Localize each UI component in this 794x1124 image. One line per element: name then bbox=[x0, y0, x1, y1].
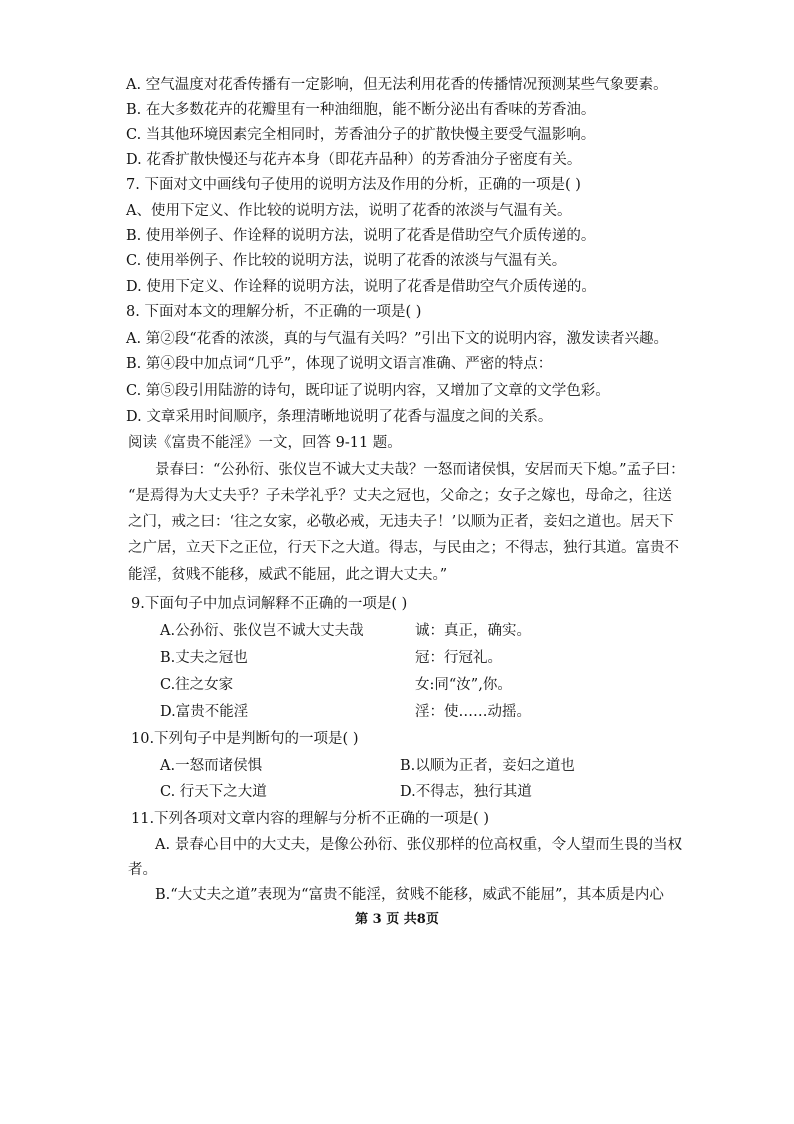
q7-option-d: D. 使用下定义、作诠释的说明方法，说明了花香是借助空气介质传递的。 bbox=[126, 279, 596, 295]
q8-stem: 8. 下面对本文的理解分析，不正确的一项是( ) bbox=[126, 304, 422, 320]
q9-item-a-sentence: A.公孙衍、张仪岂不诚大丈夫哉 bbox=[160, 623, 364, 639]
q7-stem: 7. 下面对文中画线句子使用的说明方法及作用的分析，正确的一项是( ) bbox=[126, 177, 581, 193]
q6-option-a: A. 空气温度对花香传播有一定影响，但无法利用花香的传播情况预测某些气象要素。 bbox=[126, 77, 668, 93]
q9-item-b-gloss: 冠：行冠礼。 bbox=[415, 650, 502, 666]
q10-option-a: A.一怒而诸侯惧 bbox=[160, 758, 263, 774]
q8-option-d: D. 文章采用时间顺序，条理清晰地说明了花香与温度之间的关系。 bbox=[126, 409, 553, 425]
q7-option-a: A、使用下定义、作比较的说明方法，说明了花香的浓淡与气温有关。 bbox=[126, 203, 572, 219]
q10-option-b: B.以顺为正者，妾妇之道也 bbox=[400, 758, 575, 774]
passage-line: 之广居，立天下之正位，行天下之大道。得志，与民由之；不得志，独行其道。富贵不 bbox=[128, 540, 679, 556]
passage-line: 能淫，贫贱不能移，威武不能屈，此之谓大丈夫。” bbox=[128, 567, 448, 583]
q10-option-c: C. 行天下之大道 bbox=[160, 784, 267, 800]
q6-option-d: D. 花香扩散快慢还与花卉本身（即花卉品种）的芳香油分子密度有关。 bbox=[126, 152, 582, 168]
q9-item-c-gloss: 女:同“汝”,你。 bbox=[415, 677, 512, 693]
passage-line: 景春曰：“公孙衍、张仪岂不诚大丈夫哉？一怒而诸侯惧，安居而天下熄。”孟子曰： bbox=[155, 462, 685, 478]
q6-option-c: C. 当其他环境因素完全相同时，芳香油分子的扩散快慢主要受气温影响。 bbox=[126, 127, 596, 143]
q10-stem: 10.下列句子中是判断句的一项是( ) bbox=[131, 731, 359, 747]
page-number: 第 3 页 共8页 bbox=[355, 912, 439, 927]
q8-option-b: B. 第④段中加点词“几乎”，体现了说明文语言准确、严密的特点： bbox=[126, 356, 553, 372]
q10-option-d: D.不得志，独行其道 bbox=[400, 784, 532, 800]
q7-option-c: C. 使用举例子、作比较的说明方法，说明了花香的浓淡与气温有关。 bbox=[126, 253, 567, 269]
q11-stem: 11.下列各项对文章内容的理解与分析不正确的一项是( ) bbox=[131, 811, 489, 827]
q8-option-a: A. 第②段“花香的浓淡，真的与气温有关吗？”引出下文的说明内容，激发读者兴趣。 bbox=[126, 331, 669, 347]
q6-option-b: B. 在大多数花卉的花瓣里有一种油细胞，能不断分泌出有香味的芳香油。 bbox=[126, 102, 596, 118]
q7-option-b: B. 使用举例子、作诠释的说明方法，说明了花香是借助空气介质传递的。 bbox=[126, 228, 596, 244]
passage-line: 之门，戒之曰：‘往之女家，必敬必戒，无违夫子！’以顺为正者，妾妇之道也。居天下 bbox=[128, 514, 674, 530]
q8-option-c: C. 第⑤段引用陆游的诗句，既印证了说明内容，又增加了文章的文学色彩。 bbox=[126, 383, 610, 399]
q9-stem: 9.下面句子中加点词解释不正确的一项是( ) bbox=[131, 596, 408, 612]
q9-item-a-gloss: 诚：真正，确实。 bbox=[415, 623, 531, 639]
passage-line: “是焉得为大丈夫乎？子未学礼乎？丈夫之冠也，父命之；女子之嫁也，母命之，往送 bbox=[128, 488, 672, 504]
q11-option-b: B.“大丈夫之道”表现为“富贵不能淫，贫贱不能移，威武不能屈”，其本质是内心 bbox=[155, 887, 664, 903]
q9-item-c-sentence: C.往之女家 bbox=[160, 677, 234, 693]
q11-option-a: A. 景春心目中的大丈夫，是像公孙衍、张仪那样的位高权重，令人望而生畏的当权 bbox=[155, 837, 683, 853]
q9-item-d-sentence: D.富贵不能淫 bbox=[160, 704, 249, 720]
q9-item-d-gloss: 淫：使……动摇。 bbox=[415, 704, 531, 720]
reading-intro: 阅读《富贵不能淫》一文，回答 9-11 题。 bbox=[128, 435, 402, 451]
q9-item-b-sentence: B.丈夫之冠也 bbox=[160, 650, 248, 666]
q11-option-a-cont: 者。 bbox=[128, 862, 157, 878]
